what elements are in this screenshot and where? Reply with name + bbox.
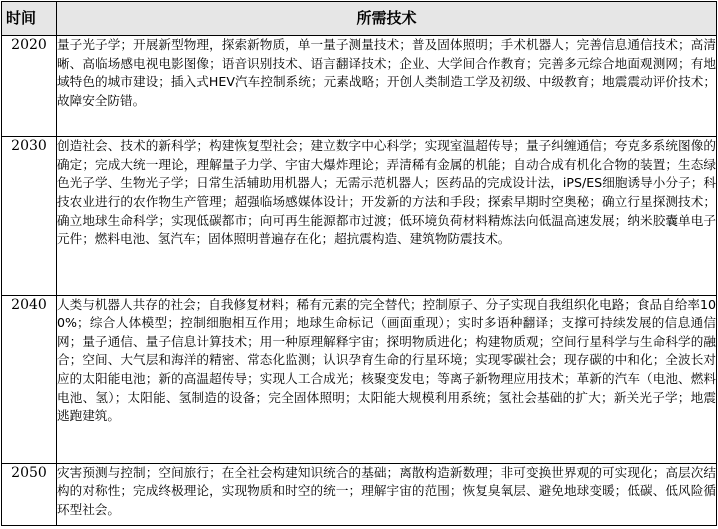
technology-cell: 创造社会、技术的新科学；构建恢复型社会；建立数字中心科学；实现室温超传导；量子纠缠通信；夸克多系统图像的确定；完成大统一理论，理解量子力学、宇宙大爆炸理论；弄清稀有金属的机能；自动合成有机化合物的装置；生态绿色光子学、生物光子学；日常生活辅助用机器人；无需示范机器人；医药品的完成设计法，iPS/ES细胞诱导小分子；科技农业进行的农作物生产管理；超强临场感媒体设计；开发新的方法和手段；探索早期时空奥秘；确立行星探测技术；确立地球生命科学；实现低碳都市；向可再生能源都市过渡；低环境负荷材料精炼法向低温高速发展；纳米胶囊单电子元件；燃料电池、氢汽车；固体照明普遍存在化；超抗震构造、建筑物防震技术。: [57, 137, 717, 295]
header-required-technology: 所需技术: [57, 2, 717, 36]
header-year: 时间: [2, 2, 57, 36]
technology-cell: 人类与机器人共存的社会；自我修复材料；稀有元素的完全替代；控制原子、分子实现自我组织化电路；食品自给率100%；综合人体模型；控制细胞相互作用；地球生命标记（画面重现）；实时多语种翻译；支撑可持续发展的信息通信网；量子通信、量子信息计算技术；用一种原理解释宇宙；探明物质进化；构建物质观；空间行星科学与生命科学的融合；空间、大气层和海洋的精密、常态化监测；认识孕育生命的行星环境；实现零碳社会；现存碳的中和化；全波长对应的太阳能电池；新的高温超传导；实现人工合成光；核聚变发电；等离子新物理应用技术；革新的汽车（电池、燃料电池、氢）；太阳能、氢制造的设备；完全固体照明；太阳能大规模利用系统；氢社会基础的扩大；新关光子学；地震逃跑建筑。: [57, 295, 717, 463]
header-row: [2, 2, 717, 36]
table-row: [2, 463, 717, 525]
year-cell: 2040: [2, 295, 57, 463]
table-row: [2, 295, 717, 463]
technology-cell: 灾害预测与控制；空间旅行；在全社会构建知识统合的基础；离散构造新数理；非可变换世界观的可实现化；高层次结构的对称性；完成终极理论，实现物质和时空的统一；理解宇宙的范围；恢复臭氧层、避免地球变暖；低碳、低风险循环型社会。: [57, 463, 717, 525]
technology-roadmap-table: [1, 1, 717, 526]
technology-cell: 量子光子学；开展新型物理，探索新物质，单一量子测量技术；普及固体照明；手术机器人；完善信息通信技术；高清晰、高临场感电视电影图像；语音识别技术、语言翻译技术；企业、大学间合作教育；完善多元综合地面观测网；有地域特色的城市建设；插入式HEV汽车控制系统；元素战略；开创人类制造工学及初级、中级教育；地震震动评价技术；故障安全防错。: [57, 36, 717, 137]
table-row: [2, 36, 717, 137]
year-cell: 2030: [2, 137, 57, 295]
table-row: [2, 137, 717, 295]
year-cell: 2020: [2, 36, 57, 137]
year-cell: 2050: [2, 463, 57, 525]
